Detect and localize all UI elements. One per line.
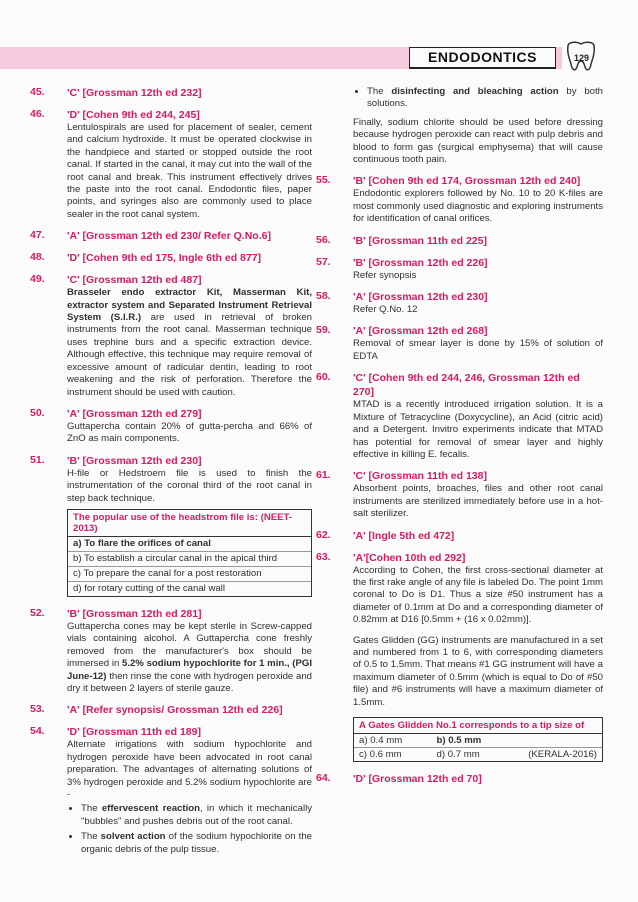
item-number: 57. [316,255,331,268]
item-explanation: Removal of smear layer is done by 15% of solution of EDTA [353,338,603,362]
question-option: a) 0.4 mm [359,735,403,746]
item-number: 49. [30,273,45,286]
item-explanation: Alternate irrigations with sodium hypochlorite and hydrogen peroxide have been advocated in root canal preparation. The advantages of alternating solutions of 3% hydrogen peroxide and 5.2% sodium hypochlorite are - [67,739,312,800]
list-item: • The disinfecting and bleaching action by both solutions. [367,86,603,111]
item-explanation: Lentulospirals are used for placement of sealer, cement and calcium hydroxide. It must be operated clockwise in the handpiece and started or stopped outside the root canal. If started in the canal, it may cut into the wall of the root canal and break. This instrument effectively drives the paste into the root canal. Endodontic files, paper points, and syringes also are commonly used to place sealer in the root canal system. [67,122,312,220]
item-reference: 'B' [Cohen 9th ed 174, Grossman 12th ed 240] [353,175,581,188]
item-explanation: Refer Q.No. 12 [353,304,418,316]
item-number: 55. [316,174,331,187]
bold-term: disinfecting and bleaching action [391,86,559,97]
left-column [30,86,312,864]
item-explanation: Gates Glidden (GG) instruments are manufactured in a set and numbered from 1 to 6, with corresponding diameters of 0.5 to 1.5mm. That means #1 GG instrument will have a maximum diameter of 0.5mm (which is equal to Do of #50 file) and #6 instruments will have a maximum diameter of 1.5mm. [353,634,603,708]
item-reference: 'B' [Grossman 12th ed 226] [353,256,488,269]
item-reference: 'D' [Cohen 9th ed 175, Ingle 6th ed 877] [67,252,262,265]
question-box-headstrom [67,509,312,597]
question-options-row [354,734,602,748]
bold-term: solvent action [100,831,166,843]
item-reference: 'A' [Grossman 12th ed 230] [353,291,488,304]
answer-item [30,607,312,695]
exam-source: (KERALA-2016) [528,749,597,760]
item-number: 53. [30,703,45,716]
answer-item [30,86,312,100]
item-explanation [67,287,312,399]
explanation-text: then rinse the cone with hydrogen peroxide and dry it between 2 layers of sterile gauze. [67,670,312,694]
answer-item [316,290,603,316]
answer-item [30,273,312,399]
question-box-gates-glidden [353,717,603,762]
item-reference: 'C' [Grossman 11th ed 138] [353,470,487,483]
item-number: 48. [30,251,45,264]
bold-term: 5.2% sodium hypochlorite for 1 min., (PGI June-12) [67,658,312,682]
item-number: 63. [316,550,331,563]
answer-item [316,469,603,520]
advantages-list [67,803,312,856]
item-reference: 'B' [Grossman 12th ed 230] [67,454,202,467]
explanation-text: Guttapercha cones may be kept sterile in Screw-capped vials containing alcohol. A Guttapercha cone freshly removed from the manufacturer's box should be immersed in [67,620,312,670]
item-number: 60. [316,371,331,384]
item-reference: 'A' [Grossman 12th ed 268] [353,325,488,338]
item-number: 56. [316,233,331,246]
item-reference: 'C' [Cohen 9th ed 244, 246, Grossman 12th ed 270] [353,372,580,399]
question-option: b) To establish a circular canal in the apical third [68,552,311,567]
item-explanation: Guttapercha contain 20% of gutta-percha and 66% of ZnO as main components. [67,420,312,445]
bold-term: Brasseler endo extractor Kit, Masserman Kit, extractor system and Separated Instrument Retrieval System (S.I.R.) [67,287,312,324]
question-option: c) To prepare the canal for a post restoration [68,567,311,582]
item-number: 51. [30,453,45,466]
item-number: 52. [30,606,45,619]
item-explanation: Absorbent points, broaches, files and other root canal instruments are sterilized immediately before use in a hot-salt sterilizer. [353,483,603,520]
item-number: 46. [30,108,45,120]
item-explanation: H-file or Hedstroem file is used to finish the instrumentation of the coronal third of the root canal in step back technique. [67,467,312,504]
item-reference: 'A' [Ingle 5th ed 472] [353,529,455,542]
item-explanation: Endodontic explorers followed by No. 10 to 20 K-files are most commonly used diagnostic and exploring instruments for identification of canal orifices. [353,188,603,225]
item-explanation: According to Cohen, the first cross-sectional diameter at the first rake angle of any file is labeled Do. The point 1mm coronal to Do is D1. Thus a size #50 instrument has a diameter of 0.1mm at Do and a corresponding diameter of 0.82mm at D16 [0.5mm + (16 x 0.02mm)]. [353,564,603,626]
bold-term: effervescent reaction [101,803,200,815]
answer-item [316,174,603,225]
paragraph: Finally, sodium chlorite should be used before dressing because hydrogen peroxide can react with pulp debris and blood to form gas (surgical emphysema) that will cause continuous tooth pain. [353,116,603,166]
item-reference: 'C' [Grossman 12th ed 487] [67,274,202,287]
item-reference: 'B' [Grossman 11th ed 225] [353,234,487,247]
list-item: • The solvent action of the sodium hypochlorite on the organic debris of the pulp tissue. [81,831,312,856]
item-reference: 'D' [Grossman 11th ed 189] [67,726,201,739]
right-column [316,86,603,794]
item-number: 47. [30,229,45,242]
page-number: 129 [574,53,590,63]
question-title: The popular use of the headstrom file is: (NEET-2013) [68,510,311,537]
item-reference: 'D' [Cohen 9th ed 244, 245] [67,109,200,121]
answer-item [316,256,603,282]
item-number: 62. [316,528,331,541]
item-number: 50. [30,406,45,419]
item-reference: 'B' [Grossman 12th ed 281] [67,607,202,620]
question-option: d) 0.7 mm [436,749,480,760]
answer-item [316,234,603,248]
item-explanation: MTAD is a recently introduced irrigation solution. It is a Mixture of Tetracycline (Doxycycline), an Acid (citric acid) and a Detergent. Invitro experiments indicate that MTAD has potential for removal of smear layer and highly effective in killing E. fecalis. [353,399,603,460]
item-reference: 'D' [Grossman 12th ed 70] [353,773,482,785]
item-reference: 'A' [Refer synopsis/ Grossman 12th ed 226] [67,704,283,717]
answer-item [30,454,312,597]
question-option: c) 0.6 mm [359,749,402,760]
item-number: 61. [316,469,331,482]
item-number: 58. [316,290,331,303]
item-reference: 'A'[Cohen 10th ed 292] [353,551,466,564]
advantages-list-continued [353,86,603,111]
answer-item [30,725,312,856]
answer-item [30,251,312,265]
chapter-title: ENDODONTICS [409,47,556,69]
question-title: A Gates Glidden No.1 corresponds to a tip size of [354,718,602,734]
answer-item [30,407,312,446]
answer-item [316,529,603,543]
item-number: 59. [316,324,331,337]
item-explanation [67,621,312,695]
continued-block [353,86,603,166]
question-option-correct: a) To flare the orifices of canal [68,537,311,552]
item-explanation: Refer synopsis [353,269,417,281]
list-item: • The effervescent reaction, in which it mechanically "bubbles" and pushes debris out of the root canal. [81,803,312,828]
item-number: 45. [30,86,45,98]
answer-item [316,551,603,762]
question-option-correct: b) 0.5 mm [436,735,482,746]
answer-item [30,703,312,717]
item-reference: 'A' [Grossman 12th ed 230/ Refer Q.No.6] [67,230,271,243]
explanation-text: are used in retrieval of broken instruments from the root canal. Masserman technique uses trephine burs and a specific extraction device. Although effective, this technique may require removal of excessive amount of radicular dentin, leading to root weakening and the risk of perforation. Therefore the instrument should be used with caution. [67,312,313,398]
item-number: 64. [316,772,331,784]
chapter-header-bar [0,47,562,69]
answer-item [316,324,603,363]
answer-item [30,108,312,221]
item-reference: 'C' [Grossman 12th ed 232] [67,87,202,99]
answer-item [316,371,603,461]
item-reference: 'A' [Grossman 12th ed 279] [67,407,202,420]
item-number: 54. [30,725,45,738]
question-option: d) for rotary cutting of the canal wall [73,582,225,594]
answer-item [30,229,312,243]
answer-item [316,772,603,786]
question-options-row [354,748,602,761]
